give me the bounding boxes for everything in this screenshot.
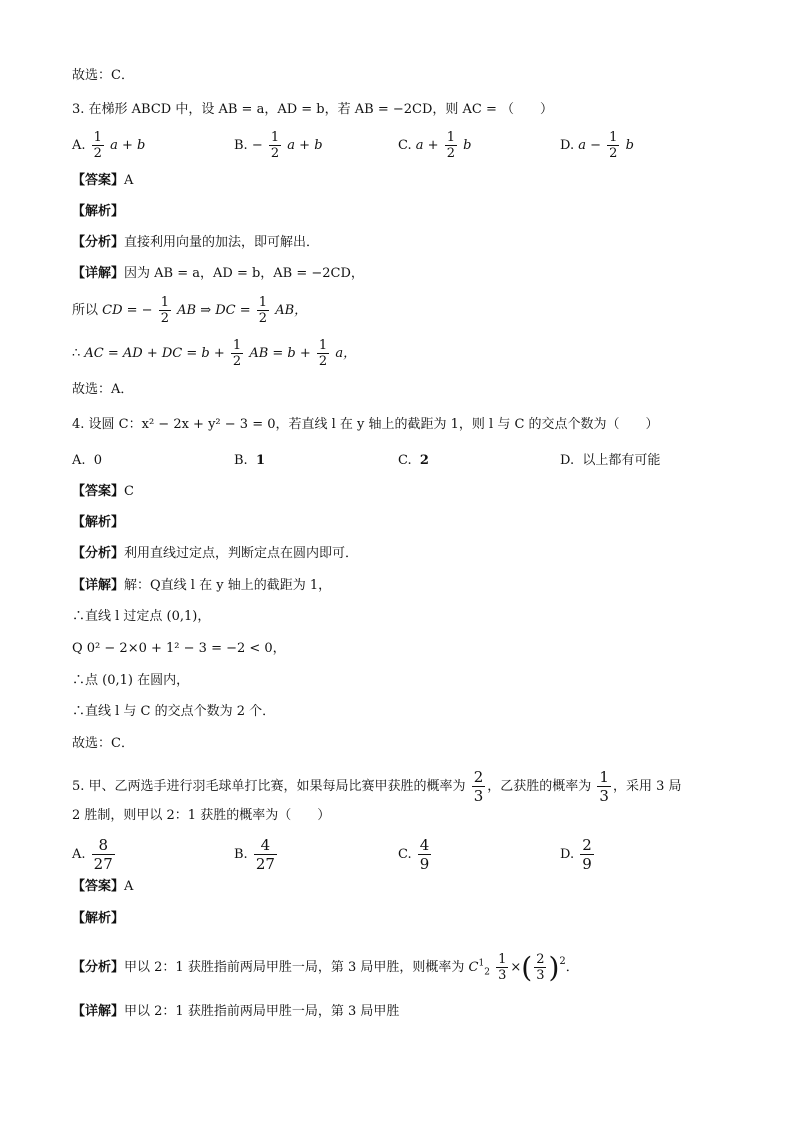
xiangjie-text: Q 0² − 2×0 + 1² − 3 = −2 < 0， (72, 641, 286, 656)
fraction (257, 295, 269, 326)
option-text: b (625, 138, 634, 153)
q5-fenxi (72, 952, 579, 983)
fraction-num: 2 (582, 836, 592, 854)
times-symbol: × (510, 960, 522, 975)
q3-xiangjie-1 (72, 264, 364, 284)
option-letter: B. (234, 453, 248, 468)
formula-part: AB = b + (249, 346, 311, 361)
q4-xiangjie-5 (72, 702, 275, 722)
q5-option-c (398, 836, 433, 873)
fraction (580, 836, 594, 873)
q3-xiangjie-2 (72, 295, 307, 326)
question-3-stem (72, 100, 553, 120)
answer-value: C (124, 484, 134, 499)
fraction (269, 130, 281, 161)
question-5-options (72, 836, 722, 876)
option-text: 1 (255, 453, 265, 468)
option-letter: A. (72, 138, 86, 153)
fraction-num: 1 (318, 338, 328, 353)
choice-line-q2 (72, 66, 134, 86)
q4-option-c (398, 451, 429, 471)
option-letter: C. (398, 138, 412, 153)
fraction-num: 4 (254, 836, 277, 855)
fraction-den: 3 (473, 787, 484, 805)
option-letter: A. (72, 847, 86, 862)
xiangjie-label: 【详解】 (72, 266, 125, 281)
q4-option-b (234, 451, 265, 471)
q3-answer (72, 171, 133, 191)
analysis-label: 【解析】 (72, 204, 125, 219)
option-letter: B. (234, 847, 248, 862)
fraction-den: 2 (93, 146, 102, 161)
comb-letter: C (468, 960, 479, 975)
q5-option-a (72, 836, 117, 873)
fraction-num: 1 (609, 130, 618, 145)
q4-xiangjie-4 (72, 671, 189, 691)
option-text: 0 (93, 453, 103, 468)
fraction-num: 2 (536, 952, 545, 967)
option-text: b (463, 138, 472, 153)
fraction-den: 3 (599, 787, 609, 805)
option-letter: A. (72, 453, 86, 468)
xiangjie-text: ∴点 (0,1) 在圆内， (72, 673, 190, 688)
analysis-label: 【解析】 (72, 515, 125, 530)
formula-part: CD = − (102, 303, 153, 318)
fraction-den: 27 (255, 855, 275, 873)
choice-text: 故选：C． (72, 736, 134, 751)
fraction-den: 2 (270, 146, 280, 161)
q4-xiangjie-3 (72, 639, 286, 659)
fraction-num: 1 (446, 130, 455, 145)
q4-option-a (72, 451, 102, 471)
option-text: a + b (287, 138, 323, 153)
fraction (445, 130, 457, 161)
question-5-text: ，采用 3 局 (612, 779, 682, 794)
option-text: a + b (110, 138, 146, 153)
power: 2 (559, 956, 566, 967)
xiangjie-text: 解：Q直线 l 在 y 轴上的截距为 1， (124, 578, 332, 593)
xiangjie-text: 甲以 2：1 获胜指前两局甲胜一局，第 3 局甲胜 (124, 1004, 400, 1019)
q4-analysis-label (72, 513, 124, 533)
question-4-text: 4. 设圆 C：x² − 2x + y² − 3 = 0，若直线 l 在 y 轴上的截距为 1，则 l 与 C 的交点个数为（ ） (72, 417, 659, 432)
fraction-num: 1 (93, 130, 102, 145)
question-5-text: 2 胜制，则甲以 2：1 获胜的概率为（ ） (72, 808, 331, 823)
fraction-den: 3 (498, 968, 507, 983)
fenxi-label: 【分析】 (72, 960, 125, 975)
analysis-label: 【解析】 (72, 911, 125, 926)
fraction-den: 2 (160, 311, 169, 326)
choice-text: 故选：C． (72, 68, 134, 83)
question-5-text: ，乙获胜的概率为 (487, 779, 592, 794)
q4-xiangjie-1 (72, 576, 331, 596)
fraction-num: 1 (599, 768, 609, 786)
formula-part: AC = AD + DC = b + (84, 346, 225, 361)
q3-fenxi (72, 233, 319, 253)
q3-choice (72, 380, 133, 400)
fenxi-text: 甲以 2：1 获胜指前两局甲胜一局，第 3 局甲胜，则概率为 (124, 960, 465, 975)
fraction-den: 2 (318, 354, 328, 369)
q3-analysis-label (72, 202, 124, 222)
fraction (496, 952, 508, 983)
fenxi-text: 直接利用向量的加法，即可解出． (124, 235, 320, 250)
option-text: 以上都有可能 (582, 453, 661, 468)
q3-option-a (72, 130, 145, 161)
q3-option-c (398, 130, 471, 161)
fraction-num: 2 (473, 768, 484, 786)
option-text: 2 (419, 453, 429, 468)
option-letter: D. (560, 453, 575, 468)
q4-fenxi (72, 544, 358, 564)
fraction (254, 836, 277, 873)
fenxi-label: 【分析】 (72, 546, 125, 561)
q4-option-d (560, 451, 660, 471)
option-letter: C. (398, 847, 412, 862)
left-paren: ( (521, 950, 533, 984)
xiangjie-label: 【详解】 (72, 1004, 125, 1019)
fraction (92, 836, 115, 873)
question-3-options (72, 130, 722, 164)
fraction-den: 9 (419, 855, 430, 873)
q4-answer (72, 482, 134, 502)
fraction-num: 1 (232, 338, 242, 353)
option-letter: B. (234, 138, 248, 153)
fraction-num: 1 (258, 295, 268, 310)
fenxi-label: 【分析】 (72, 235, 125, 250)
q5-option-b (234, 836, 279, 873)
option-letter: D. (560, 847, 575, 862)
fraction-den: 9 (582, 855, 592, 873)
fraction (597, 768, 611, 805)
fraction (317, 338, 329, 369)
option-letter: D. (560, 138, 575, 153)
answer-label: 【答案】 (72, 173, 125, 188)
fraction-den: 2 (258, 311, 268, 326)
xiangjie-label: 【详解】 (72, 578, 125, 593)
fraction-num: 1 (498, 952, 507, 967)
option-text-pre: − (251, 138, 263, 153)
fraction-num: 4 (419, 836, 430, 854)
question-4-stem (72, 415, 659, 435)
fraction-num: 1 (270, 130, 280, 145)
q4-choice (72, 734, 134, 754)
fraction (418, 836, 432, 873)
q5-option-d (560, 836, 596, 873)
answer-label: 【答案】 (72, 879, 125, 894)
formula-part: a， (335, 346, 357, 361)
option-text-pre: a + (415, 138, 439, 153)
fraction (534, 952, 546, 983)
fraction-den: 2 (609, 146, 618, 161)
fraction (231, 338, 243, 369)
fraction (472, 768, 486, 805)
q3-xiangjie-3 (72, 338, 356, 369)
question-4-options (72, 451, 722, 485)
fraction (607, 130, 619, 161)
option-text-pre: a − (578, 138, 602, 153)
answer-label: 【答案】 (72, 484, 125, 499)
q5-analysis-label (72, 909, 124, 929)
q3-option-d (560, 130, 634, 161)
question-5-text: 5. 甲、乙两选手进行羽毛球单打比赛，如果每局比赛甲获胜的概率为 (72, 779, 466, 794)
comb-sup: 1 (478, 958, 485, 969)
fenxi-text: 利用直线过定点，判断定点在圆内即可． (124, 546, 359, 561)
fraction-den: 2 (446, 146, 455, 161)
period: ． (565, 960, 579, 975)
fraction-den: 2 (232, 354, 242, 369)
fraction-num: 1 (160, 295, 169, 310)
fraction-num: 8 (92, 836, 115, 855)
answer-value: A (124, 879, 134, 894)
combination-symbol (468, 958, 490, 978)
q3-option-b (234, 130, 323, 161)
xiangjie-text: 因为 AB = a，AD = b，AB = −2CD， (124, 266, 364, 281)
right-paren: ) (548, 950, 560, 984)
comb-sub: 2 (484, 967, 490, 978)
choice-text: 故选：A． (72, 382, 134, 397)
fraction-den: 27 (93, 855, 113, 873)
question-5-stem-1 (72, 768, 681, 805)
question-5-stem-2 (72, 806, 330, 826)
fraction-den: 3 (536, 968, 545, 983)
answer-value: A (124, 173, 134, 188)
text-prefix: 所以 (72, 303, 99, 318)
q5-xiangjie (72, 1002, 399, 1022)
q4-xiangjie-2 (72, 607, 210, 627)
q5-answer (72, 877, 133, 897)
option-letter: C. (398, 453, 412, 468)
fraction (159, 295, 171, 326)
question-3-text: 3. 在梯形 ABCD 中，设 AB = a，AD = b，若 AB = −2CD，则 AC = （ ） (72, 102, 554, 117)
therefore-symbol: ∴ (72, 346, 81, 361)
formula-part: AB， (275, 303, 308, 318)
fraction (92, 130, 104, 161)
formula-part: AB ⇒ DC = (177, 303, 251, 318)
xiangjie-text: ∴直线 l 过定点 (0,1)， (72, 609, 211, 624)
xiangjie-text: ∴直线 l 与 C 的交点个数为 2 个． (72, 704, 276, 719)
